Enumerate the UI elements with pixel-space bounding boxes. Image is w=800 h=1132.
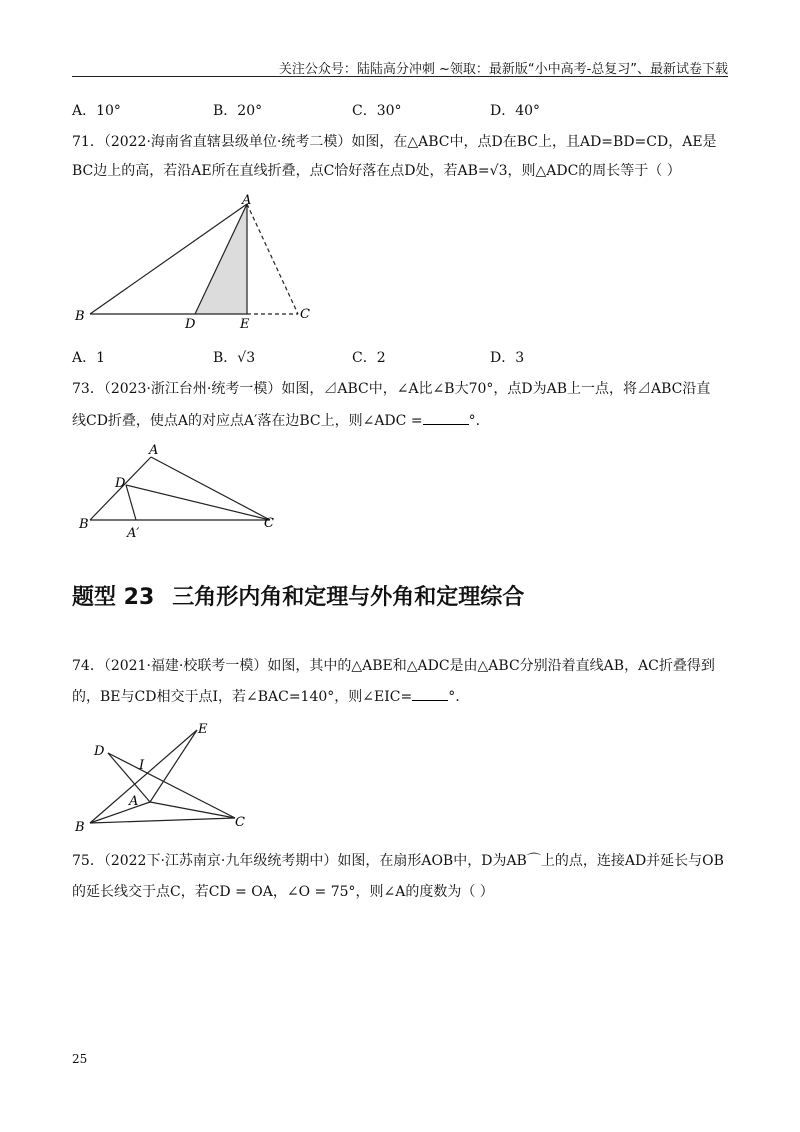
q74-segment-ac bbox=[150, 802, 235, 818]
q75-text-line2: 的延长线交于点C，若CD = OA，∠O = 75°，则∠A的度数为（ ） bbox=[72, 884, 494, 900]
q71-label-d: D bbox=[185, 317, 196, 332]
q74-segment-dc bbox=[108, 753, 235, 818]
q71-text-line1: 71．（2022·海南省直辖县级单位·统考二模）如图，在△ABC中，点D在BC上，且AD=BD=CD，AE是 bbox=[72, 134, 717, 150]
q74-label-i: I bbox=[139, 758, 145, 773]
q74-text-line2-end: °. bbox=[448, 689, 460, 705]
q70-option-b: B．20° bbox=[213, 103, 263, 119]
q73-label-b: B bbox=[79, 517, 89, 532]
q71-figure bbox=[70, 190, 330, 335]
q74-label-b: B bbox=[75, 820, 85, 835]
q71-segment-ac-dashed bbox=[247, 204, 298, 314]
q74-label-d: D bbox=[94, 744, 105, 759]
q73-figure bbox=[75, 440, 290, 542]
q74-label-c: C bbox=[235, 815, 245, 830]
q71-option-c: C．2 bbox=[352, 350, 386, 366]
q73-text-line2-end: °. bbox=[468, 413, 481, 429]
q73-segment-da-prime bbox=[126, 485, 136, 520]
q71-label-e: E bbox=[240, 317, 250, 332]
q74-segment-ae bbox=[150, 730, 197, 802]
section-number: 题型 23 bbox=[72, 585, 155, 610]
q73-segment-ac bbox=[151, 457, 270, 520]
q73-text-line2 bbox=[72, 410, 480, 430]
page-number: 25 bbox=[72, 1052, 88, 1066]
section-heading bbox=[72, 580, 524, 611]
q74-label-e: E bbox=[198, 722, 208, 737]
q71-text-line2: BC边上的高，若沿AE所在直线折叠，点C恰好落在点D处，若AB=√3，则△ADC的周长等于（ ） bbox=[72, 163, 681, 179]
q71-label-c: C bbox=[300, 307, 310, 322]
q74-answer-blank bbox=[412, 700, 448, 701]
q73-answer-blank bbox=[423, 424, 469, 425]
header-divider bbox=[72, 76, 728, 77]
q73-text-line1: 73．（2023·浙江台州·统考一模）如图，⊿ABC中，∠A比∠B大70°，点D为AB上一点，将⊿ABC沿直 bbox=[72, 381, 711, 397]
page-header: 关注公众号：陆陆高分冲刺 ~领取：最新版“小中高考-总复习”、最新试卷下载 bbox=[278, 62, 728, 77]
q74-text-line2 bbox=[72, 686, 460, 706]
q73-label-a-prime: A′ bbox=[127, 526, 140, 541]
q71-label-b: B bbox=[75, 309, 85, 324]
q73-label-c: C bbox=[264, 516, 274, 531]
q74-label-a: A bbox=[129, 794, 139, 809]
q74-segment-bc bbox=[90, 818, 235, 823]
q73-label-a: A bbox=[149, 443, 159, 458]
section-title: 三角形内角和定理与外角和定理综合 bbox=[172, 585, 525, 610]
q71-option-b: B．√3 bbox=[213, 350, 256, 366]
q74-text-line2-start: 的，BE与CD相交于点I，若∠BAC=140°，则∠EIC= bbox=[72, 689, 413, 705]
q71-label-a: A bbox=[242, 193, 252, 208]
q70-option-a: A．10° bbox=[72, 103, 121, 119]
q75-text-line1: 75．（2022下·江苏南京·九年级统考期中）如图，在扇形AOB中，D为AB⌒上的点，连接AD并延长与OB bbox=[72, 853, 724, 869]
q74-segment-be bbox=[90, 730, 197, 823]
q71-option-d: D．3 bbox=[490, 350, 525, 366]
q74-text-line1: 74．（2021·福建·校联考一模）如图，其中的△ABE和△ADC是由△ABC分别沿着直线AB，AC折叠得到 bbox=[72, 658, 715, 674]
q74-figure bbox=[70, 715, 260, 835]
q70-option-c: C．30° bbox=[352, 103, 402, 119]
q73-text-line2-start: 线CD折叠，使点A的对应点A′落在边BC上，则∠ADC = bbox=[72, 413, 423, 429]
q71-option-a: A．1 bbox=[72, 350, 106, 366]
q73-segment-dc bbox=[126, 485, 270, 520]
q74-segment-ba bbox=[90, 802, 150, 823]
q70-option-d: D．40° bbox=[490, 103, 541, 119]
q73-label-d: D bbox=[115, 476, 126, 491]
